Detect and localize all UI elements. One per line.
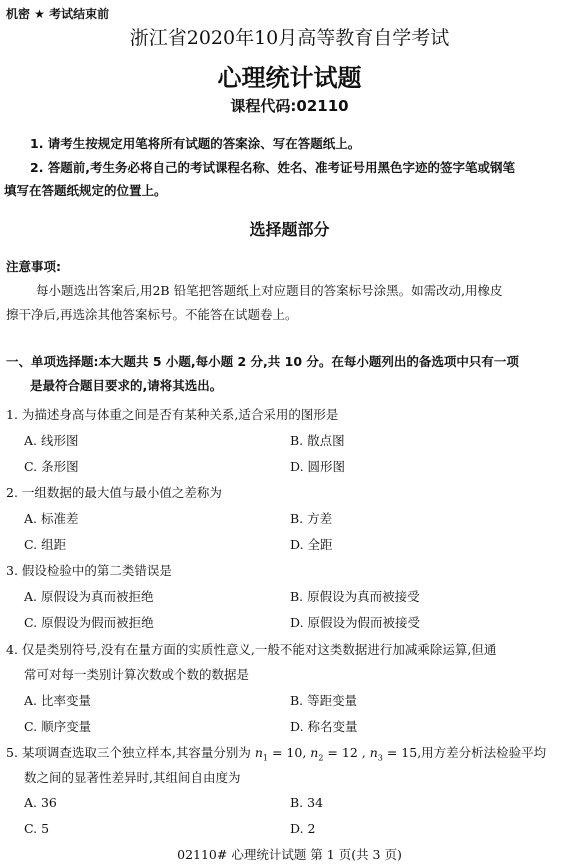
page-footer: 02110# 心理统计试题 第 1 页(共 3 页) [177, 847, 402, 862]
n3-var: $n_3 = 15$ [369, 745, 418, 763]
option-a: A. 线形图 [24, 433, 79, 448]
part-heading-line-1: 一、单项选择题:本大题共 5 小题,每小题 2 分,共 10 分。在每小题列出的备选项中只有一项 [6, 354, 519, 369]
question-stem: 3. 假设检验中的第二类错误是 [6, 563, 172, 578]
n2-var: $n_2 = 12$ , [310, 745, 370, 763]
option-a: A. 标准差 [24, 511, 79, 526]
option-c: C. 原假设为假而被拒绝 [24, 615, 154, 630]
option-d: D. 称名变量 [290, 719, 358, 734]
option-c: C. 条形图 [24, 459, 79, 474]
question-stem: 1. 为描述身高与体重之间是否有某种关系,适合采用的图形是 [6, 407, 339, 422]
option-d: D. 原假设为假而被接受 [290, 615, 421, 630]
instruction-2: 2. 答题前,考生务必将自己的考试课程名称、姓名、准考证号用黑色字迹的签字笔或钢笔 [30, 160, 516, 175]
option-a: A. 比率变量 [24, 693, 91, 708]
option-a: A. 原假设为真而被拒绝 [24, 589, 154, 604]
option-c: C. 顺序变量 [24, 719, 92, 734]
option-d: D. 2 [290, 821, 316, 836]
notes-line-1: 每小题选出答案后,用2B 铅笔把答题纸上对应题目的答案标号涂黑。如需改动,用橡皮 [36, 283, 503, 298]
part-heading-line-2: 是最符合题目要求的,请将其选出。 [30, 378, 223, 393]
question-stem-cont: 数之间的显著性差异时,其组间自由度为 [24, 770, 241, 785]
stem-text-post: ,用方差分析法检验平均 [417, 745, 547, 760]
confidential-label: 机密 ★ 考试结束前 [6, 7, 110, 21]
exam-title: 浙江省2020年10月高等教育自学考试 [129, 27, 450, 49]
instruction-2-cont: 填写在答题纸规定的位置上。 [4, 183, 167, 198]
notes-line-2: 擦干净后,再选涂其他答案标号。不能答在试题卷上。 [6, 307, 298, 322]
option-c: C. 5 [24, 821, 50, 836]
section-title: 选择题部分 [249, 220, 330, 239]
option-b: B. 等距变量 [290, 693, 358, 708]
instruction-1: 1. 请考生按规定用笔将所有试题的答案涂、写在答题纸上。 [30, 136, 361, 151]
question-stem [6, 743, 546, 763]
option-d: D. 圆形图 [290, 459, 346, 474]
stem-text: 5. 某项调查选取三个独立样本,其容量分别为 [6, 745, 255, 760]
course-code: 课程代码:02110 [230, 97, 349, 115]
option-b: B. 散点图 [290, 433, 345, 448]
option-c: C. 组距 [24, 537, 67, 552]
subject-title: 心理统计试题 [217, 64, 362, 92]
n1-var: $n_1 = 10$, [254, 745, 311, 763]
question-stem: 4. 仅是类别符号,没有在量方面的实质性意义,一般不能对这类数据进行加减乘除运算,但通 [6, 642, 497, 657]
notes-label: 注意事项: [6, 259, 61, 274]
option-b: B. 方差 [290, 511, 333, 526]
option-d: D. 全距 [290, 537, 333, 552]
option-b: B. 34 [290, 795, 324, 810]
option-b: B. 原假设为真而被接受 [290, 589, 420, 604]
question-stem-cont: 常可对每一类别计算次数或个数的数据是 [24, 667, 250, 682]
option-a: A. 36 [24, 795, 57, 810]
question-stem: 2. 一组数据的最大值与最小值之差称为 [6, 485, 222, 500]
